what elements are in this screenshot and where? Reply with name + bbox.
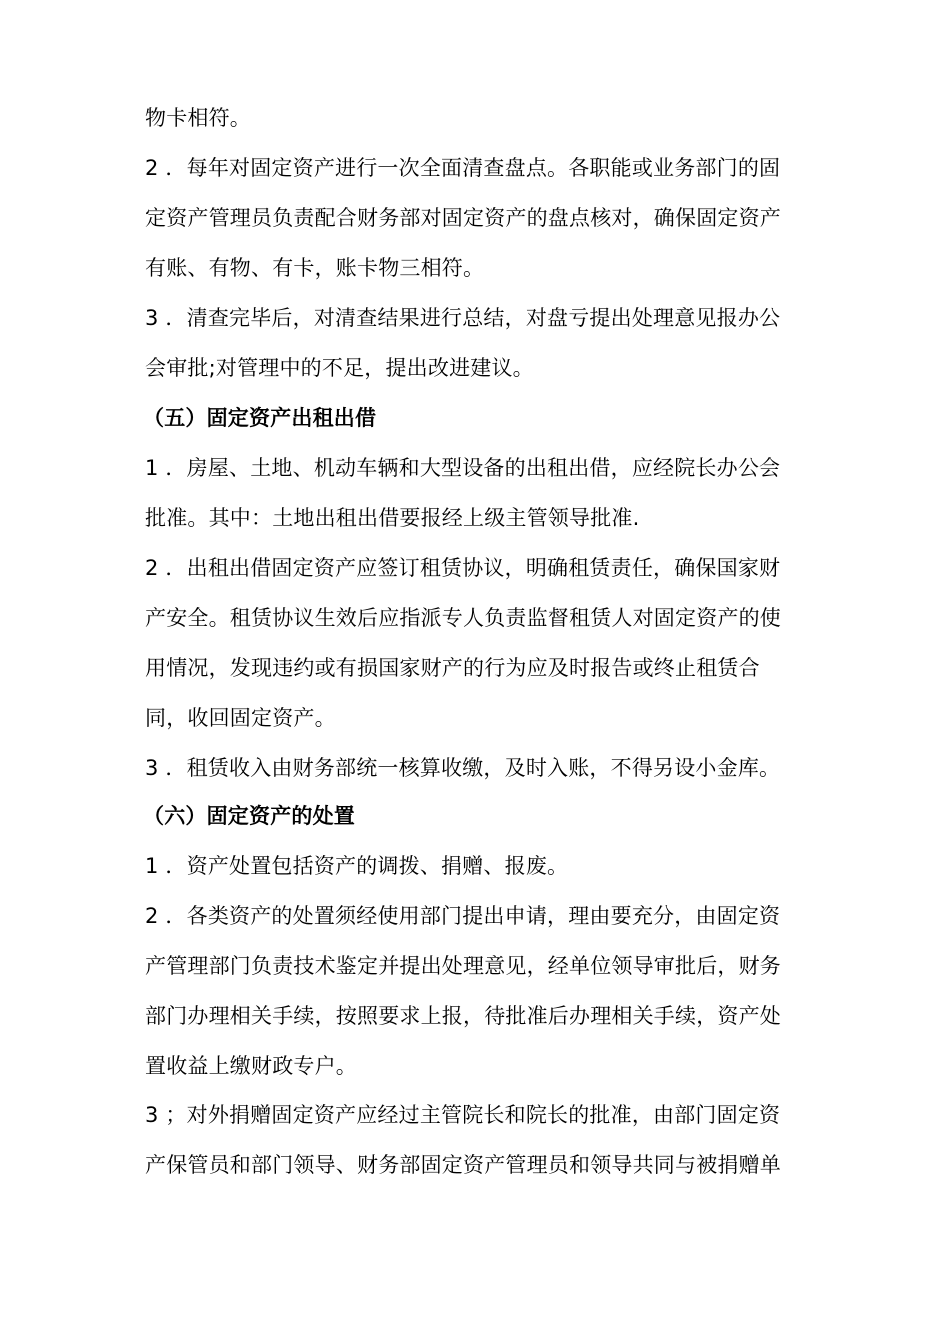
text-line: 2 ．每年对固定资产进行一次全面清查盘点。各职能或业务部门的固 — [145, 156, 781, 180]
text-line: 3 ．清查完毕后，对清查结果进行总结，对盘亏提出处理意见报办公 — [145, 306, 781, 330]
section-heading: （五）固定资产出租出借 — [143, 406, 377, 430]
text-line: 3 ；对外捐赠固定资产应经过主管院长和院长的批准，由部门固定资 — [145, 1103, 781, 1127]
text-line: 3 ．租赁收入由财务部统一核算收缴，及时入账，不得另设小金库。 — [145, 756, 781, 780]
text-line: 产保管员和部门领导、财务部固定资产管理员和领导共同与被捐赠单 — [145, 1153, 781, 1177]
text-line: 定资产管理员负责配合财务部对固定资产的盘点核对，确保固定资产 — [145, 206, 781, 230]
text-line: 批准。其中：土地出租出借要报经上级主管领导批准. — [145, 506, 640, 530]
text-line: 用情况，发现违约或有损国家财产的行为应及时报告或终止租赁合 — [145, 656, 760, 680]
text-line: 部门办理相关手续，按照要求上报，待批准后办理相关手续，资产处 — [145, 1004, 781, 1028]
text-line: 会审批;对管理中的不足，提出改进建议。 — [145, 356, 534, 380]
text-line: 产管理部门负责技术鉴定并提出处理意见，经单位领导审批后，财务 — [145, 954, 781, 978]
text-line: 1 ．资产处置包括资产的调拨、捐赠、报废。 — [145, 854, 569, 878]
text-line: 1 ．房屋、土地、机动车辆和大型设备的出租出借，应经院长办公会 — [145, 456, 781, 480]
text-line: 2 ．各类资产的处置须经使用部门提出申请，理由要充分，由固定资 — [145, 904, 781, 928]
text-line: 物卡相符。 — [145, 106, 251, 130]
text-line: 有账、有物、有卡，账卡物三相符。 — [145, 256, 485, 280]
section-heading: （六）固定资产的处置 — [143, 804, 355, 828]
text-line: 2 ．出租出借固定资产应签订租赁协议，明确租赁责任，确保国家财 — [145, 556, 781, 580]
text-line: 产安全。租赁协议生效后应指派专人负责监督租赁人对固定资产的使 — [145, 606, 781, 630]
text-line: 同，收回固定资产。 — [145, 706, 336, 730]
text-line: 置收益上缴财政专户。 — [145, 1054, 357, 1078]
